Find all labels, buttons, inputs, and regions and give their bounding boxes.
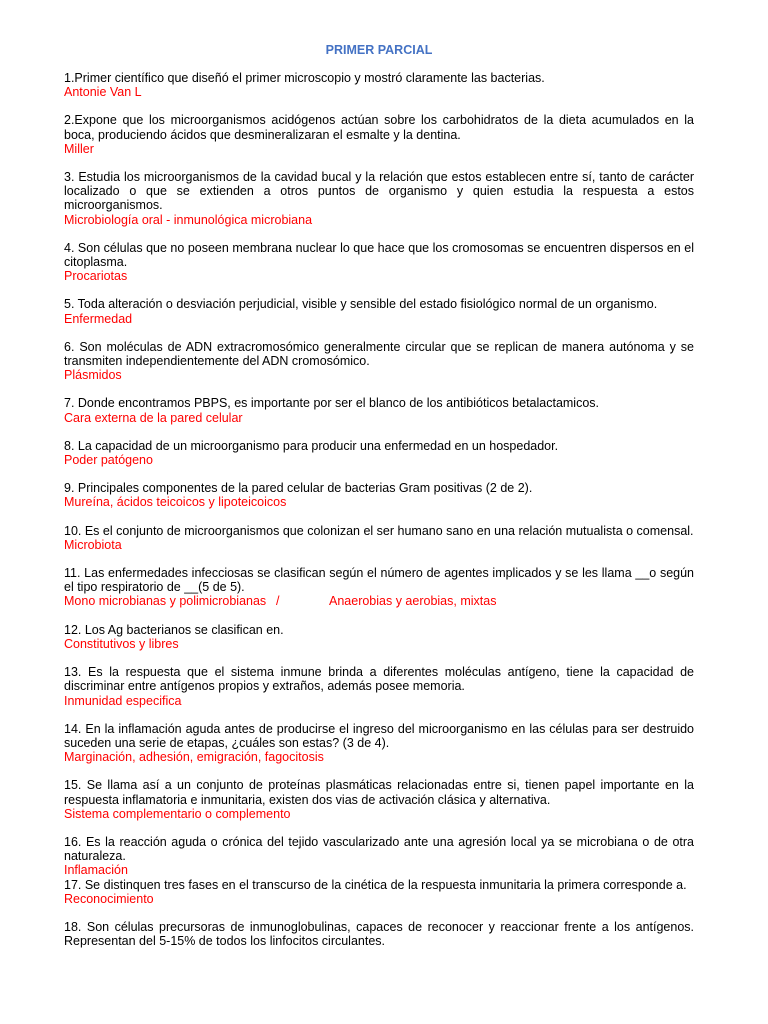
question-item-4 bbox=[64, 241, 694, 284]
question-text: 12. Los Ag bacterianos se clasifican en. bbox=[64, 622, 284, 637]
question-item-17 bbox=[64, 878, 694, 906]
answer-text-part-2: Anaerobias y aerobias, mixtas bbox=[329, 594, 497, 609]
answer-text: Constitutivos y libres bbox=[64, 636, 179, 651]
answer-text: Inmunidad especifica bbox=[64, 693, 182, 708]
question-text: 5. Toda alteración o desviación perjudicial, visible y sensible del estado fisiológico normal de un organismo. bbox=[64, 297, 658, 312]
question-item-2 bbox=[64, 113, 694, 156]
answer-text: Marginación, adhesión, emigración, fagocitosis bbox=[64, 750, 324, 765]
question-text: 10. Es el conjunto de microorganismos que colonizan el ser humano sano en una relación mutualista o comensal. bbox=[64, 523, 694, 538]
answer-text: Reconocimiento bbox=[64, 891, 154, 906]
question-text: 1.Primer científico que diseñó el primer microscopio y mostró claramente las bacterias. bbox=[64, 71, 545, 85]
answer-text-part-1: Mono microbianas y polimicrobianas bbox=[64, 594, 267, 609]
answer-text: Antonie Van L bbox=[64, 85, 142, 100]
question-item-6 bbox=[64, 340, 694, 383]
question-item-5 bbox=[64, 297, 694, 325]
answer-separator: / bbox=[276, 594, 280, 609]
question-text: 8. La capacidad de un microorganismo para producir una enfermedad en un hospedador. bbox=[64, 438, 559, 453]
question-item-11 bbox=[64, 566, 694, 609]
question-item-8 bbox=[64, 439, 694, 467]
question-text: 17. Se distinquen tres fases en el transcurso de la cinética de la respuesta inmunitaria la primera corresponde a. bbox=[64, 877, 687, 892]
question-text: 2.Expone que los microorganismos acidógenos actúan sobre los carbohidratos de la dieta acumulados en la boca, produciendo ácidos que desmineralizaran el esmalte y la dentina. bbox=[64, 113, 694, 142]
document-title: PRIMER PARCIAL bbox=[325, 43, 433, 57]
question-text: 11. Las enfermedades infecciosas se clasifican según el número de agentes implicados y se les llama __o según el tipo respiratorio de __(5 de 5). bbox=[64, 566, 694, 595]
answer-text: Microbiología oral - inmunológica microbiana bbox=[64, 212, 313, 227]
answer-text: Mureína, ácidos teicoicos y lipoteicoicos bbox=[64, 495, 287, 510]
question-text: 18. Son células precursoras de inmunoglobulinas, capaces de reconocer y reaccionar frente a los antígenos. Representan del 5-15% de todos los linfocitos circulantes. bbox=[64, 919, 694, 949]
question-item-18 bbox=[64, 920, 694, 948]
answer-text: Miller bbox=[64, 141, 94, 156]
question-item-1 bbox=[64, 71, 694, 99]
question-text: 3. Estudia los microorganismos de la cavidad bucal y la relación que estos establecen entre sí, tanto de carácter localizado o que se extienden a otros puntos de organismo y quien estudia la respuesta a estos microorganismos. bbox=[64, 170, 694, 213]
question-text: 16. Es la reacción aguda o crónica del tejido vascularizado ante una agresión local ya se microbiana o de otra naturaleza. bbox=[64, 834, 694, 864]
question-item-12 bbox=[64, 623, 694, 651]
question-text: 9. Principales componentes de la pared celular de bacterias Gram positivas (2 de 2). bbox=[64, 481, 533, 496]
question-item-16 bbox=[64, 835, 694, 878]
question-item-13 bbox=[64, 665, 694, 708]
question-item-15 bbox=[64, 778, 694, 821]
question-text: 6. Son moléculas de ADN extracromosómico generalmente circular que se replican de manera autónoma y se transmiten independientemente del ADN cromosómico. bbox=[64, 339, 694, 369]
question-text: 7. Donde encontramos PBPS, es importante por ser el blanco de los antibióticos betalactamicos. bbox=[64, 396, 600, 411]
question-item-10 bbox=[64, 524, 694, 552]
answer-text: Plásmidos bbox=[64, 368, 122, 383]
question-text: 13. Es la respuesta que el sistema inmune brinda a diferentes moléculas antígeno, tiene la capacidad de discriminar entre antígenos propios y extraños, además posee memoria. bbox=[64, 665, 694, 694]
answer-text: Sistema complementario o complemento bbox=[64, 806, 291, 821]
answer-text: Enfermedad bbox=[64, 311, 133, 326]
question-text: 4. Son células que no poseen membrana nuclear lo que hace que los cromosomas se encuentren dispersos en el citoplasma. bbox=[64, 240, 694, 270]
question-item-9 bbox=[64, 481, 694, 509]
answer-row bbox=[64, 594, 694, 608]
answer-text: Inflamación bbox=[64, 863, 128, 878]
question-item-7 bbox=[64, 396, 694, 424]
question-text: 15. Se llama así a un conjunto de proteínas plasmáticas relacionadas entre si, tienen papel importante en la respuesta inflamatoria e inmunitaria, existen dos vias de activación clásica y alternativa. bbox=[64, 778, 694, 807]
answer-text: Cara externa de la pared celular bbox=[64, 410, 243, 425]
answer-text: Poder patógeno bbox=[64, 453, 153, 468]
question-item-14 bbox=[64, 722, 694, 765]
answer-text: Procariotas bbox=[64, 269, 128, 284]
question-item-3 bbox=[64, 170, 694, 227]
answer-text: Microbiota bbox=[64, 537, 122, 552]
question-text: 14. En la inflamación aguda antes de producirse el ingreso del microorganismo en las células para ser destruido suceden una serie de etapas, ¿cuáles son estas? (3 de 4). bbox=[64, 721, 694, 750]
